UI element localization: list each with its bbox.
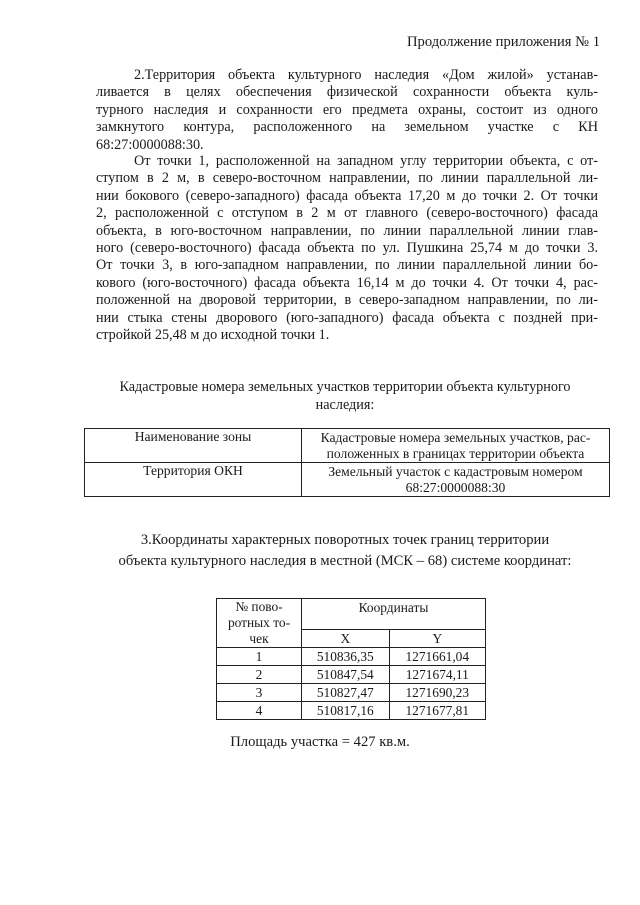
text-line: От точки 3, в юго-западном направлении, по линии параллельной линии бо- xyxy=(96,257,598,274)
x-cell: 510847,54 xyxy=(302,666,390,684)
header-line: Кадастровые номера земельных участков, рас- xyxy=(320,429,591,445)
header-line: положенных в границах территории объекта xyxy=(326,445,585,461)
y-cell: 1271674,11 xyxy=(389,666,485,684)
cell-line: Земельный участок с кадастровым номером xyxy=(328,463,583,479)
coordinates-section-caption xyxy=(80,530,610,572)
zone-name-header: Наименование зоны xyxy=(85,429,302,463)
text-line: 2.Территория объекта культурного наследия «Дом жилой» устанав- xyxy=(134,67,598,83)
text-line: стройкой 25,48 м до исходной точки 1. xyxy=(96,327,330,344)
point-number-cell: 3 xyxy=(217,684,302,702)
territory-description-paragraph xyxy=(96,67,598,154)
header-line: № пово- xyxy=(235,599,283,614)
text-line: объекта, в юго-восточном направлении, по линии параллельной линии глав- xyxy=(96,222,598,239)
cadastre-table xyxy=(84,428,610,497)
appendix-continuation-note: Продолжение приложения № 1 xyxy=(407,34,600,50)
caption-line: 3.Координаты характерных поворотных точек границ территории xyxy=(140,532,550,548)
cadastre-numbers-header xyxy=(302,429,610,463)
text-line: ступом в 2 м, в северо-восточном направлении, по линии параллельной ли- xyxy=(96,170,598,187)
point-number-cell: 1 xyxy=(217,648,302,666)
table-row xyxy=(217,666,486,684)
plot-area-total: Площадь участка = 427 кв.м. xyxy=(230,734,410,750)
cadastre-section-caption xyxy=(80,378,610,414)
text-line: кового (юго-восточного) фасада объекта 16,14 м до точки 4. От точки 4, рас- xyxy=(96,274,598,291)
table-header-row xyxy=(85,429,610,463)
table-row xyxy=(217,684,486,702)
table-row xyxy=(217,648,486,666)
text-line: турного наследия и сохранности его предмета охраны, состоит из одного xyxy=(96,101,598,118)
caption-line: объекта культурного наследия в местной (МСК – 68) системе координат: xyxy=(118,553,572,569)
coordinates-header: Координаты xyxy=(302,599,486,630)
y-cell: 1271677,81 xyxy=(389,702,485,720)
table-row xyxy=(85,463,610,497)
y-cell: 1271690,23 xyxy=(389,684,485,702)
caption-line: наследия: xyxy=(315,397,375,413)
table-row xyxy=(217,702,486,720)
cadastre-number-cell xyxy=(302,463,610,497)
header-line: ротных то- xyxy=(227,615,291,630)
boundary-route-paragraph xyxy=(96,153,598,344)
table-header-row xyxy=(217,599,486,630)
coordinates-table xyxy=(216,598,486,720)
x-header: X xyxy=(302,630,390,648)
text-line: замкнутого контура, расположенного на земельном участке с КН xyxy=(96,119,598,136)
x-cell: 510836,35 xyxy=(302,648,390,666)
text-line: нии стыка стены дворового (юго-западного) фасада объекта с поздней при- xyxy=(96,309,598,326)
text-line: положенной на дворовой территории, в северо-западном направлении, по ли- xyxy=(96,292,598,309)
text-line: ного (северо-восточного) фасада объекта по ул. Пушкина 25,74 м до точки 3. xyxy=(96,240,598,257)
cell-line: 68:27:0000088:30 xyxy=(405,479,506,495)
caption-line: Кадастровые номера земельных участков территории объекта культурного xyxy=(119,379,571,395)
point-number-header xyxy=(217,599,302,648)
text-line: нии бокового (северо-западного) фасада объекта 17,20 м до точки 2. От точки xyxy=(96,187,598,204)
text-line: ливается в целях обеспечения физической сохранности объекта куль- xyxy=(96,84,598,101)
text-line: 68:27:0000088:30. xyxy=(96,136,204,153)
y-header: Y xyxy=(389,630,485,648)
zone-name-cell: Территория ОКН xyxy=(85,463,302,497)
text-line: 2, расположенной с отступом в 2 м от главного (северо-восточного) фасада xyxy=(96,205,598,222)
text-line: От точки 1, расположенной на западном углу территории объекта, с от- xyxy=(134,153,598,169)
point-number-cell: 2 xyxy=(217,666,302,684)
header-line: чек xyxy=(249,631,269,646)
y-cell: 1271661,04 xyxy=(389,648,485,666)
x-cell: 510817,16 xyxy=(302,702,390,720)
x-cell: 510827,47 xyxy=(302,684,390,702)
point-number-cell: 4 xyxy=(217,702,302,720)
